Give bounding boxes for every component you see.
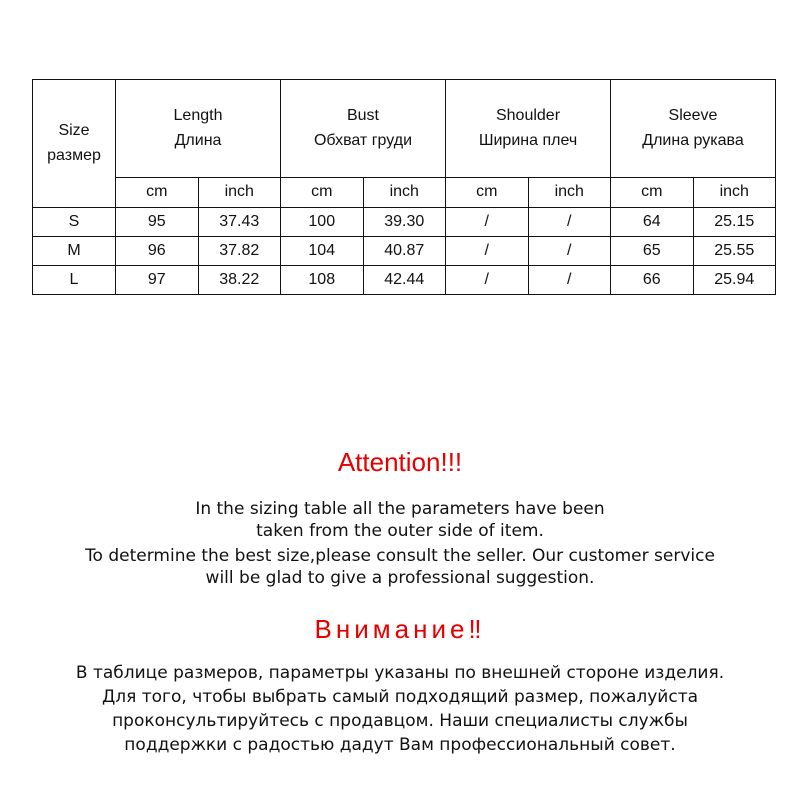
value-cell: / xyxy=(446,266,529,295)
bust-header-en: Bust xyxy=(346,107,379,125)
unit-cell: inch xyxy=(198,178,281,208)
attention-title: Attention!!! xyxy=(337,447,463,477)
vnimanie-line: поддержки с радостью дадут Вам профессиональный совет. xyxy=(124,735,676,755)
value-cell: 64 xyxy=(611,208,694,237)
unit-cell: cm xyxy=(611,178,694,208)
bust-header-cell xyxy=(281,80,446,178)
unit-cell: inch xyxy=(363,178,446,208)
value-cell: 108 xyxy=(281,266,364,295)
value-cell: 25.55 xyxy=(693,237,776,266)
attention-text-block-1 xyxy=(0,498,800,542)
attention-line: will be glad to give a professional suggestion. xyxy=(205,568,595,588)
value-cell: 97 xyxy=(116,266,199,295)
value-cell: 65 xyxy=(611,237,694,266)
vnimanie-title: Внимание‼ xyxy=(314,614,486,644)
attention-line: In the sizing table all the parameters have been xyxy=(195,499,605,519)
sleeve-header-ru: Длина рукава xyxy=(642,131,744,149)
shoulder-header-ru: Ширина плеч xyxy=(478,131,578,149)
value-cell: 104 xyxy=(281,237,364,266)
vnimanie-line: В таблице размеров, параметры указаны по внешней стороне изделия. xyxy=(75,663,725,683)
size-header-ru: размер xyxy=(47,146,101,164)
value-cell: 37.82 xyxy=(198,237,281,266)
vnimanie-line: проконсультируйтесь с продавцом. Наши специалисты службы xyxy=(112,711,688,731)
size-cell: M xyxy=(33,237,116,266)
value-cell: 39.30 xyxy=(363,208,446,237)
shoulder-header-cell xyxy=(446,80,611,178)
bust-header-ru: Обхват груди xyxy=(313,131,412,149)
unit-cell: inch xyxy=(528,178,611,208)
vnimanie-text-block xyxy=(0,661,800,757)
value-cell: 95 xyxy=(116,208,199,237)
attention-line: taken from the outer side of item. xyxy=(256,521,544,541)
table-row xyxy=(33,266,776,295)
value-cell: 96 xyxy=(116,237,199,266)
length-header-cell xyxy=(116,80,281,178)
size-header-en: Size xyxy=(58,122,90,140)
unit-cell: inch xyxy=(693,178,776,208)
size-table xyxy=(32,79,776,295)
value-cell: / xyxy=(528,208,611,237)
value-cell: 100 xyxy=(281,208,364,237)
sleeve-header-en: Sleeve xyxy=(668,107,718,125)
value-cell: 40.87 xyxy=(363,237,446,266)
unit-cell: cm xyxy=(116,178,199,208)
vnimanie-line: Для того, чтобы выбрать самый подходящий размер, пожалуйста xyxy=(101,687,699,707)
shoulder-header-en: Shoulder xyxy=(495,107,561,125)
value-cell: / xyxy=(446,237,529,266)
value-cell: 66 xyxy=(611,266,694,295)
size-cell: S xyxy=(33,208,116,237)
unit-cell: cm xyxy=(446,178,529,208)
table-row xyxy=(33,237,776,266)
value-cell: 25.94 xyxy=(693,266,776,295)
length-header-en: Length xyxy=(173,107,223,125)
value-cell: 37.43 xyxy=(198,208,281,237)
value-cell: / xyxy=(528,237,611,266)
units-row xyxy=(33,178,776,208)
size-header-cell xyxy=(33,80,116,208)
unit-cell: cm xyxy=(281,178,364,208)
value-cell: 25.15 xyxy=(693,208,776,237)
value-cell: 38.22 xyxy=(198,266,281,295)
attention-line: To determine the best size,please consult the seller. Our customer service xyxy=(85,546,715,566)
attention-text-block-2 xyxy=(0,545,800,589)
size-cell: L xyxy=(33,266,116,295)
value-cell: / xyxy=(528,266,611,295)
value-cell: 42.44 xyxy=(363,266,446,295)
value-cell: / xyxy=(446,208,529,237)
sleeve-header-cell xyxy=(611,80,776,178)
table-row xyxy=(33,208,776,237)
table-header-row xyxy=(33,80,776,178)
length-header-ru: Длина xyxy=(174,131,222,149)
